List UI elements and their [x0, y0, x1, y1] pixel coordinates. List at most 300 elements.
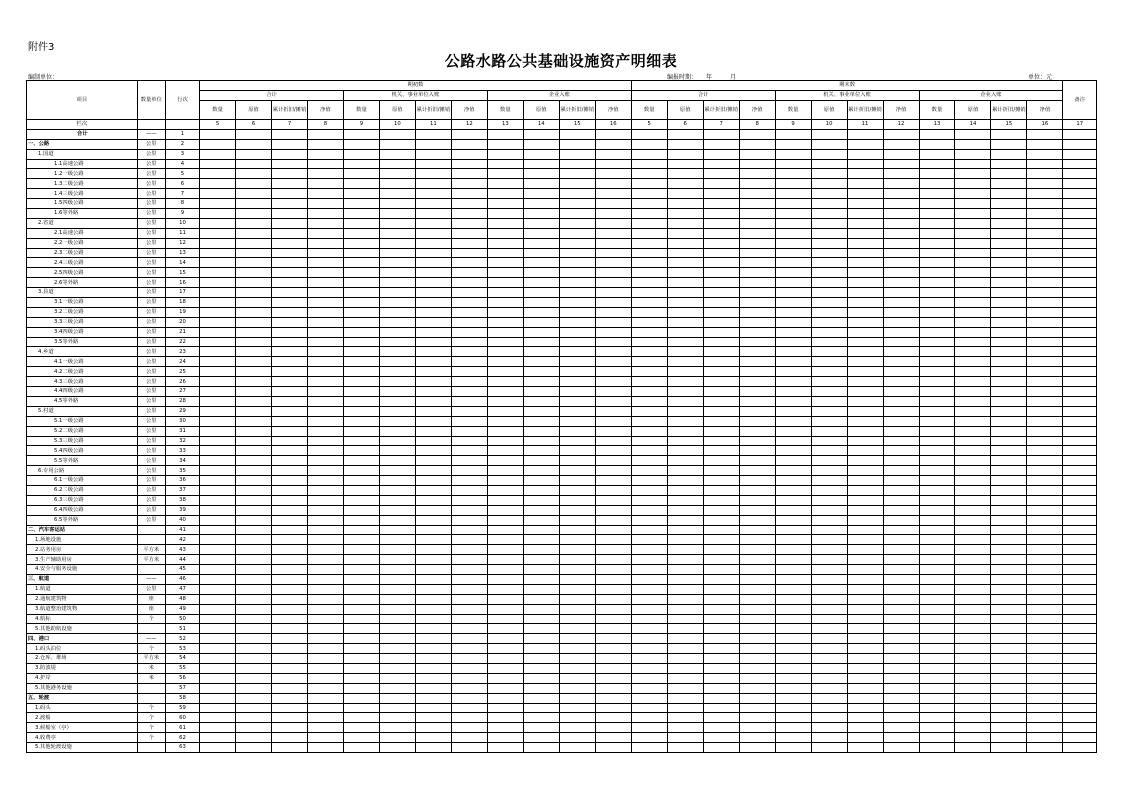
value-cell[interactable]	[811, 406, 847, 416]
value-cell[interactable]	[559, 683, 595, 693]
value-cell[interactable]	[775, 238, 811, 248]
value-cell[interactable]	[811, 693, 847, 703]
value-cell[interactable]	[775, 663, 811, 673]
value-cell[interactable]	[667, 189, 703, 199]
value-cell[interactable]	[991, 466, 1027, 476]
value-cell[interactable]	[1063, 179, 1097, 189]
value-cell[interactable]	[667, 525, 703, 535]
value-cell[interactable]	[272, 396, 308, 406]
value-cell[interactable]	[379, 228, 415, 238]
value-cell[interactable]	[775, 209, 811, 219]
value-cell[interactable]	[343, 307, 379, 317]
value-cell[interactable]	[523, 288, 559, 298]
value-cell[interactable]	[379, 387, 415, 397]
value-cell[interactable]	[343, 505, 379, 515]
value-cell[interactable]	[559, 555, 595, 565]
value-cell[interactable]	[343, 337, 379, 347]
value-cell[interactable]	[308, 416, 344, 426]
value-cell[interactable]	[200, 624, 236, 634]
value-cell[interactable]	[775, 476, 811, 486]
value-cell[interactable]	[1027, 446, 1063, 456]
value-cell[interactable]	[523, 594, 559, 604]
value-cell[interactable]	[991, 288, 1027, 298]
value-cell[interactable]	[631, 337, 667, 347]
value-cell[interactable]	[559, 723, 595, 733]
value-cell[interactable]	[379, 169, 415, 179]
value-cell[interactable]	[559, 396, 595, 406]
value-cell[interactable]	[595, 614, 631, 624]
value-cell[interactable]	[343, 644, 379, 654]
value-cell[interactable]	[308, 485, 344, 495]
value-cell[interactable]	[451, 179, 487, 189]
value-cell[interactable]	[415, 298, 451, 308]
value-cell[interactable]	[775, 298, 811, 308]
value-cell[interactable]	[955, 159, 991, 169]
value-cell[interactable]	[739, 426, 775, 436]
value-cell[interactable]	[379, 199, 415, 209]
value-cell[interactable]	[487, 268, 523, 278]
value-cell[interactable]	[775, 159, 811, 169]
value-cell[interactable]	[451, 278, 487, 288]
value-cell[interactable]	[883, 594, 919, 604]
value-cell[interactable]	[991, 654, 1027, 664]
value-cell[interactable]	[955, 594, 991, 604]
value-cell[interactable]	[559, 574, 595, 584]
value-cell[interactable]	[1063, 584, 1097, 594]
value-cell[interactable]	[379, 614, 415, 624]
value-cell[interactable]	[415, 594, 451, 604]
value-cell[interactable]	[955, 218, 991, 228]
value-cell[interactable]	[739, 604, 775, 614]
value-cell[interactable]	[200, 209, 236, 219]
value-cell[interactable]	[919, 327, 955, 337]
value-cell[interactable]	[272, 446, 308, 456]
value-cell[interactable]	[739, 446, 775, 456]
value-cell[interactable]	[919, 703, 955, 713]
value-cell[interactable]	[847, 209, 883, 219]
value-cell[interactable]	[451, 199, 487, 209]
value-cell[interactable]	[1063, 673, 1097, 683]
value-cell[interactable]	[559, 199, 595, 209]
value-cell[interactable]	[451, 565, 487, 575]
value-cell[interactable]	[883, 159, 919, 169]
value-cell[interactable]	[487, 535, 523, 545]
value-cell[interactable]	[308, 238, 344, 248]
value-cell[interactable]	[991, 298, 1027, 308]
value-cell[interactable]	[200, 663, 236, 673]
value-cell[interactable]	[236, 278, 272, 288]
value-cell[interactable]	[919, 199, 955, 209]
value-cell[interactable]	[595, 377, 631, 387]
value-cell[interactable]	[811, 367, 847, 377]
value-cell[interactable]	[919, 396, 955, 406]
value-cell[interactable]	[739, 673, 775, 683]
value-cell[interactable]	[379, 733, 415, 743]
value-cell[interactable]	[523, 485, 559, 495]
value-cell[interactable]	[559, 268, 595, 278]
value-cell[interactable]	[919, 258, 955, 268]
value-cell[interactable]	[200, 307, 236, 317]
value-cell[interactable]	[379, 654, 415, 664]
value-cell[interactable]	[811, 268, 847, 278]
value-cell[interactable]	[200, 723, 236, 733]
value-cell[interactable]	[595, 218, 631, 228]
value-cell[interactable]	[811, 218, 847, 228]
value-cell[interactable]	[559, 149, 595, 159]
value-cell[interactable]	[523, 377, 559, 387]
value-cell[interactable]	[415, 199, 451, 209]
value-cell[interactable]	[343, 258, 379, 268]
value-cell[interactable]	[595, 713, 631, 723]
value-cell[interactable]	[775, 317, 811, 327]
value-cell[interactable]	[595, 565, 631, 575]
value-cell[interactable]	[1063, 466, 1097, 476]
value-cell[interactable]	[451, 159, 487, 169]
value-cell[interactable]	[559, 505, 595, 515]
value-cell[interactable]	[308, 663, 344, 673]
value-cell[interactable]	[272, 218, 308, 228]
value-cell[interactable]	[523, 298, 559, 308]
value-cell[interactable]	[667, 485, 703, 495]
value-cell[interactable]	[272, 387, 308, 397]
value-cell[interactable]	[236, 159, 272, 169]
value-cell[interactable]	[955, 515, 991, 525]
value-cell[interactable]	[379, 683, 415, 693]
value-cell[interactable]	[703, 387, 739, 397]
value-cell[interactable]	[919, 476, 955, 486]
value-cell[interactable]	[631, 683, 667, 693]
value-cell[interactable]	[343, 377, 379, 387]
value-cell[interactable]	[847, 298, 883, 308]
value-cell[interactable]	[847, 238, 883, 248]
value-cell[interactable]	[308, 298, 344, 308]
value-cell[interactable]	[739, 159, 775, 169]
value-cell[interactable]	[559, 238, 595, 248]
value-cell[interactable]	[739, 654, 775, 664]
value-cell[interactable]	[272, 288, 308, 298]
value-cell[interactable]	[775, 327, 811, 337]
value-cell[interactable]	[703, 743, 739, 753]
value-cell[interactable]	[200, 683, 236, 693]
value-cell[interactable]	[703, 723, 739, 733]
value-cell[interactable]	[883, 683, 919, 693]
value-cell[interactable]	[631, 228, 667, 238]
value-cell[interactable]	[595, 179, 631, 189]
value-cell[interactable]	[415, 525, 451, 535]
value-cell[interactable]	[236, 347, 272, 357]
value-cell[interactable]	[379, 574, 415, 584]
value-cell[interactable]	[559, 693, 595, 703]
value-cell[interactable]	[200, 218, 236, 228]
value-cell[interactable]	[595, 189, 631, 199]
value-cell[interactable]	[703, 416, 739, 426]
value-cell[interactable]	[343, 476, 379, 486]
value-cell[interactable]	[703, 367, 739, 377]
value-cell[interactable]	[1027, 663, 1063, 673]
value-cell[interactable]	[595, 327, 631, 337]
value-cell[interactable]	[1063, 654, 1097, 664]
value-cell[interactable]	[1063, 278, 1097, 288]
value-cell[interactable]	[739, 396, 775, 406]
value-cell[interactable]	[451, 416, 487, 426]
value-cell[interactable]	[1063, 377, 1097, 387]
value-cell[interactable]	[991, 377, 1027, 387]
value-cell[interactable]	[703, 317, 739, 327]
value-cell[interactable]	[703, 169, 739, 179]
value-cell[interactable]	[811, 634, 847, 644]
value-cell[interactable]	[236, 446, 272, 456]
value-cell[interactable]	[775, 495, 811, 505]
value-cell[interactable]	[200, 406, 236, 416]
value-cell[interactable]	[415, 209, 451, 219]
value-cell[interactable]	[451, 743, 487, 753]
value-cell[interactable]	[739, 209, 775, 219]
value-cell[interactable]	[919, 713, 955, 723]
value-cell[interactable]	[379, 663, 415, 673]
value-cell[interactable]	[775, 248, 811, 258]
value-cell[interactable]	[847, 278, 883, 288]
value-cell[interactable]	[775, 307, 811, 317]
value-cell[interactable]	[955, 258, 991, 268]
value-cell[interactable]	[955, 446, 991, 456]
value-cell[interactable]	[236, 218, 272, 228]
value-cell[interactable]	[1063, 367, 1097, 377]
value-cell[interactable]	[667, 614, 703, 624]
value-cell[interactable]	[559, 594, 595, 604]
value-cell[interactable]	[272, 654, 308, 664]
value-cell[interactable]	[379, 189, 415, 199]
value-cell[interactable]	[883, 347, 919, 357]
value-cell[interactable]	[559, 347, 595, 357]
value-cell[interactable]	[955, 574, 991, 584]
value-cell[interactable]	[811, 574, 847, 584]
value-cell[interactable]	[991, 495, 1027, 505]
value-cell[interactable]	[523, 624, 559, 634]
value-cell[interactable]	[631, 515, 667, 525]
value-cell[interactable]	[631, 723, 667, 733]
value-cell[interactable]	[415, 139, 451, 149]
value-cell[interactable]	[487, 545, 523, 555]
value-cell[interactable]	[379, 278, 415, 288]
value-cell[interactable]	[415, 367, 451, 377]
value-cell[interactable]	[811, 179, 847, 189]
value-cell[interactable]	[595, 703, 631, 713]
value-cell[interactable]	[991, 733, 1027, 743]
value-cell[interactable]	[919, 209, 955, 219]
value-cell[interactable]	[1027, 456, 1063, 466]
value-cell[interactable]	[739, 149, 775, 159]
value-cell[interactable]	[631, 663, 667, 673]
value-cell[interactable]	[883, 545, 919, 555]
value-cell[interactable]	[1027, 555, 1063, 565]
value-cell[interactable]	[919, 228, 955, 238]
value-cell[interactable]	[523, 683, 559, 693]
value-cell[interactable]	[739, 268, 775, 278]
value-cell[interactable]	[775, 416, 811, 426]
value-cell[interactable]	[883, 663, 919, 673]
value-cell[interactable]	[1063, 258, 1097, 268]
value-cell[interactable]	[236, 644, 272, 654]
value-cell[interactable]	[667, 654, 703, 664]
value-cell[interactable]	[847, 515, 883, 525]
value-cell[interactable]	[955, 327, 991, 337]
value-cell[interactable]	[883, 298, 919, 308]
value-cell[interactable]	[451, 476, 487, 486]
value-cell[interactable]	[775, 466, 811, 476]
value-cell[interactable]	[415, 663, 451, 673]
value-cell[interactable]	[739, 525, 775, 535]
value-cell[interactable]	[847, 357, 883, 367]
value-cell[interactable]	[595, 139, 631, 149]
value-cell[interactable]	[847, 485, 883, 495]
value-cell[interactable]	[523, 159, 559, 169]
value-cell[interactable]	[200, 298, 236, 308]
value-cell[interactable]	[487, 505, 523, 515]
value-cell[interactable]	[631, 476, 667, 486]
value-cell[interactable]	[308, 209, 344, 219]
value-cell[interactable]	[595, 485, 631, 495]
value-cell[interactable]	[236, 149, 272, 159]
value-cell[interactable]	[308, 387, 344, 397]
value-cell[interactable]	[1027, 396, 1063, 406]
value-cell[interactable]	[811, 476, 847, 486]
value-cell[interactable]	[1027, 149, 1063, 159]
value-cell[interactable]	[523, 317, 559, 327]
value-cell[interactable]	[487, 298, 523, 308]
value-cell[interactable]	[559, 446, 595, 456]
value-cell[interactable]	[595, 317, 631, 327]
value-cell[interactable]	[667, 347, 703, 357]
value-cell[interactable]	[991, 268, 1027, 278]
value-cell[interactable]	[379, 515, 415, 525]
value-cell[interactable]	[883, 149, 919, 159]
value-cell[interactable]	[451, 733, 487, 743]
value-cell[interactable]	[1027, 367, 1063, 377]
value-cell[interactable]	[200, 466, 236, 476]
value-cell[interactable]	[1027, 288, 1063, 298]
value-cell[interactable]	[991, 525, 1027, 535]
value-cell[interactable]	[667, 673, 703, 683]
value-cell[interactable]	[991, 416, 1027, 426]
value-cell[interactable]	[236, 139, 272, 149]
value-cell[interactable]	[919, 238, 955, 248]
value-cell[interactable]	[487, 179, 523, 189]
value-cell[interactable]	[991, 258, 1027, 268]
value-cell[interactable]	[343, 723, 379, 733]
value-cell[interactable]	[451, 693, 487, 703]
value-cell[interactable]	[883, 169, 919, 179]
value-cell[interactable]	[811, 555, 847, 565]
value-cell[interactable]	[415, 683, 451, 693]
value-cell[interactable]	[487, 654, 523, 664]
value-cell[interactable]	[487, 238, 523, 248]
value-cell[interactable]	[415, 703, 451, 713]
value-cell[interactable]	[1063, 743, 1097, 753]
value-cell[interactable]	[847, 268, 883, 278]
value-cell[interactable]	[1027, 624, 1063, 634]
value-cell[interactable]	[343, 209, 379, 219]
value-cell[interactable]	[308, 466, 344, 476]
value-cell[interactable]	[703, 406, 739, 416]
value-cell[interactable]	[451, 288, 487, 298]
value-cell[interactable]	[1063, 505, 1097, 515]
value-cell[interactable]	[703, 485, 739, 495]
value-cell[interactable]	[451, 673, 487, 683]
value-cell[interactable]	[415, 535, 451, 545]
value-cell[interactable]	[1027, 723, 1063, 733]
value-cell[interactable]	[667, 624, 703, 634]
value-cell[interactable]	[739, 169, 775, 179]
value-cell[interactable]	[1063, 129, 1097, 139]
value-cell[interactable]	[883, 644, 919, 654]
value-cell[interactable]	[739, 258, 775, 268]
value-cell[interactable]	[343, 218, 379, 228]
value-cell[interactable]	[811, 446, 847, 456]
value-cell[interactable]	[487, 278, 523, 288]
value-cell[interactable]	[343, 594, 379, 604]
value-cell[interactable]	[1063, 525, 1097, 535]
value-cell[interactable]	[1027, 129, 1063, 139]
value-cell[interactable]	[559, 416, 595, 426]
value-cell[interactable]	[883, 713, 919, 723]
value-cell[interactable]	[343, 515, 379, 525]
value-cell[interactable]	[415, 307, 451, 317]
value-cell[interactable]	[847, 535, 883, 545]
value-cell[interactable]	[883, 416, 919, 426]
value-cell[interactable]	[415, 396, 451, 406]
value-cell[interactable]	[847, 733, 883, 743]
value-cell[interactable]	[991, 159, 1027, 169]
value-cell[interactable]	[523, 238, 559, 248]
value-cell[interactable]	[595, 258, 631, 268]
value-cell[interactable]	[272, 495, 308, 505]
value-cell[interactable]	[775, 347, 811, 357]
value-cell[interactable]	[236, 337, 272, 347]
value-cell[interactable]	[308, 594, 344, 604]
value-cell[interactable]	[236, 604, 272, 614]
value-cell[interactable]	[343, 288, 379, 298]
value-cell[interactable]	[379, 248, 415, 258]
value-cell[interactable]	[919, 189, 955, 199]
value-cell[interactable]	[667, 693, 703, 703]
value-cell[interactable]	[991, 199, 1027, 209]
value-cell[interactable]	[343, 713, 379, 723]
value-cell[interactable]	[919, 673, 955, 683]
value-cell[interactable]	[775, 545, 811, 555]
value-cell[interactable]	[739, 515, 775, 525]
value-cell[interactable]	[703, 574, 739, 584]
value-cell[interactable]	[451, 466, 487, 476]
value-cell[interactable]	[847, 169, 883, 179]
value-cell[interactable]	[667, 396, 703, 406]
value-cell[interactable]	[343, 199, 379, 209]
value-cell[interactable]	[379, 713, 415, 723]
value-cell[interactable]	[739, 644, 775, 654]
value-cell[interactable]	[308, 228, 344, 238]
value-cell[interactable]	[523, 436, 559, 446]
value-cell[interactable]	[631, 436, 667, 446]
value-cell[interactable]	[523, 456, 559, 466]
value-cell[interactable]	[811, 139, 847, 149]
value-cell[interactable]	[200, 446, 236, 456]
value-cell[interactable]	[200, 387, 236, 397]
value-cell[interactable]	[811, 515, 847, 525]
value-cell[interactable]	[308, 199, 344, 209]
value-cell[interactable]	[919, 218, 955, 228]
value-cell[interactable]	[1027, 594, 1063, 604]
value-cell[interactable]	[487, 426, 523, 436]
value-cell[interactable]	[631, 614, 667, 624]
